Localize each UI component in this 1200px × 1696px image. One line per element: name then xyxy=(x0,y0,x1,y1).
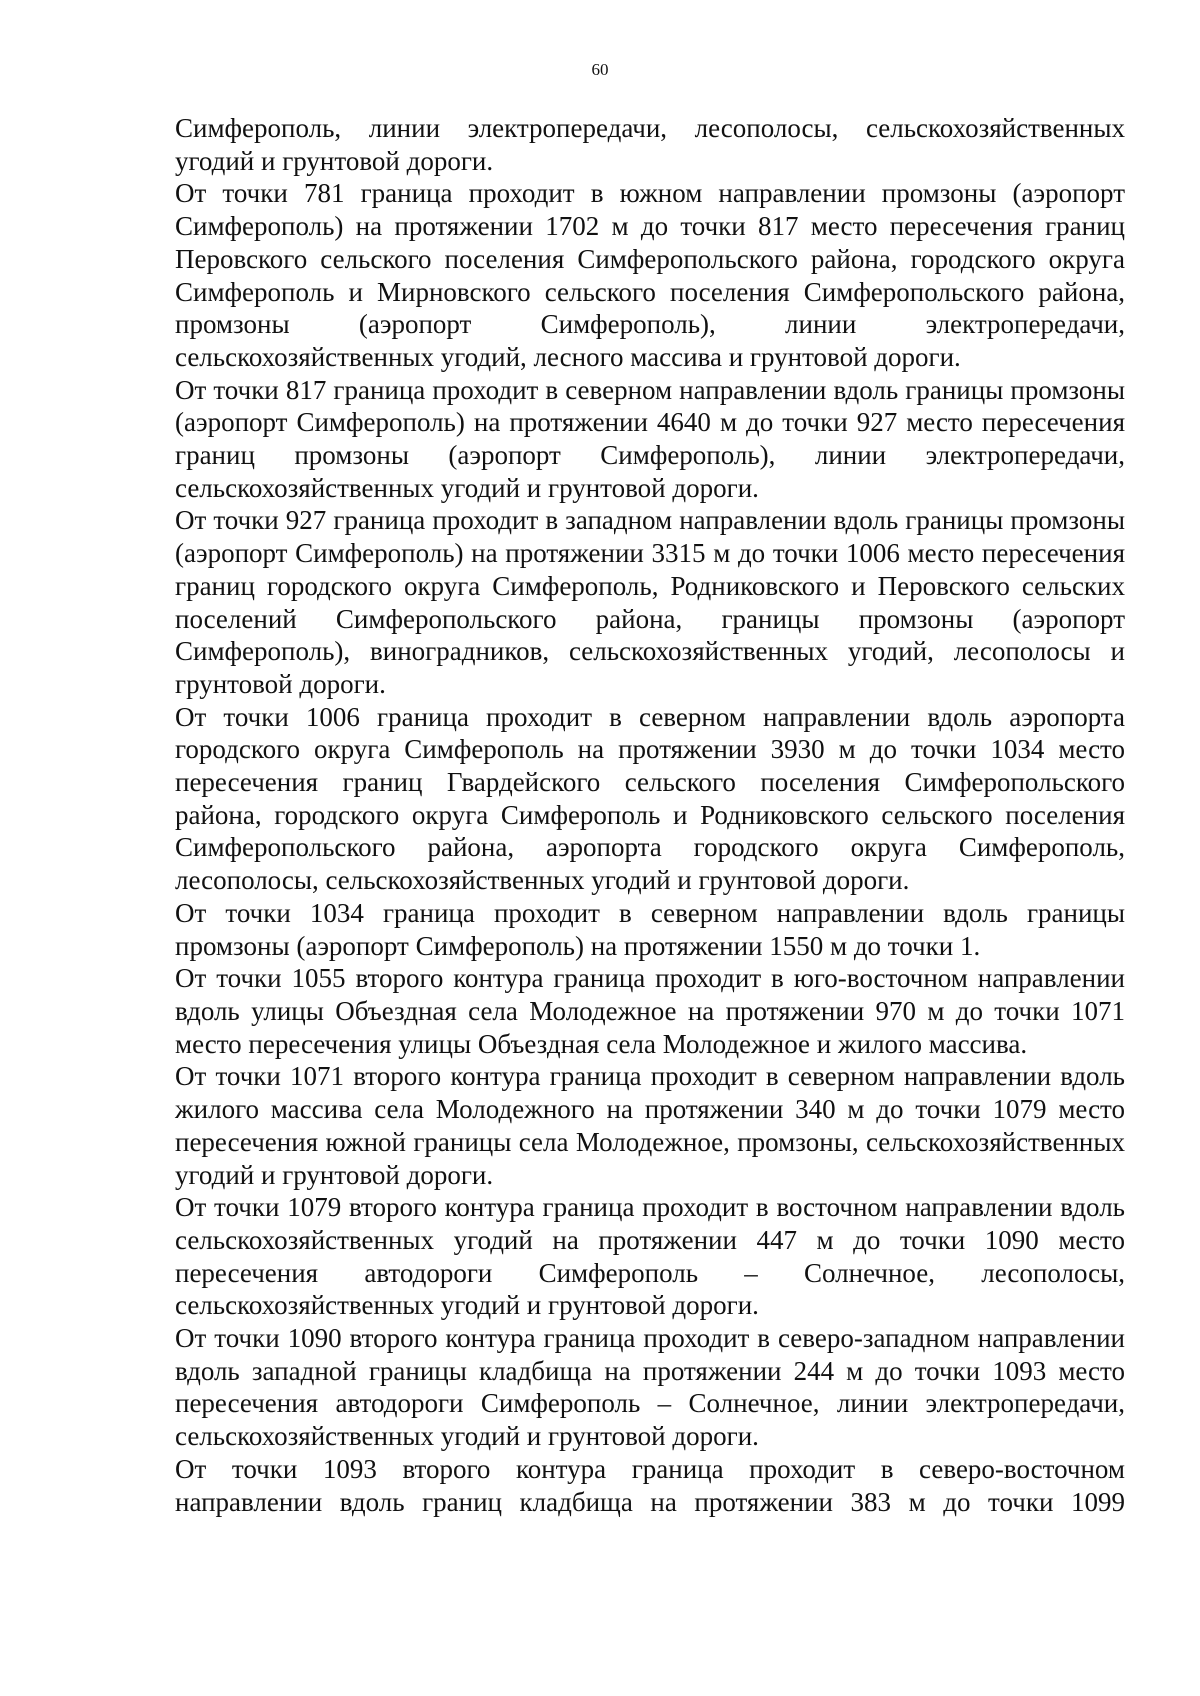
paragraph-point-781: От точки 781 граница проходит в южном направлении промзоны (аэропорт Симферополь) на протяжении 1702 м до точки 817 место пересечения границ Перовского сельского поселения Симферопольского района, городского округа Симферополь и Мирновского сельского поселения Симферопольского района, промзоны (аэропорт Симферополь), линии электропередачи, сельскохозяйственных угодий, лесного массива и грунтовой дороги. xyxy=(175,178,1125,372)
page-number: 60 xyxy=(591,60,609,79)
paragraph-continuation: Симферополь, линии электропередачи, лесополосы, сельскохозяйственных угодий и грунтовой дороги. xyxy=(175,113,1125,176)
paragraph-point-1055: От точки 1055 второго контура граница проходит в юго-восточном направлении вдоль улицы Объездная села Молодежное на протяжении 970 м до точки 1071 место пересечения улицы Объездная села Молодежное и жилого массива. xyxy=(175,963,1125,1059)
paragraph-point-1093: От точки 1093 второго контура граница проходит в северо-восточном направлении вдоль границ кладбища на протяжении 383 м до точки 1099 xyxy=(175,1453,1125,1517)
document-body xyxy=(175,112,1125,1518)
paragraph-point-1090: От точки 1090 второго контура граница проходит в северо-западном направлении вдоль западной границы кладбища на протяжении 244 м до точки 1093 место пересечения автодороги Симферополь – Солнечное, линии электропередачи, сельскохозяйственных угодий и грунтовой дороги. xyxy=(175,1323,1125,1452)
paragraph-point-1079: От точки 1079 второго контура граница проходит в восточном направлении вдоль сельскохозяйственных угодий на протяжении 447 м до точки 1090 место пересечения автодороги Симферополь – Солнечное, лесополосы, сельскохозяйственных угодий и грунтовой дороги. xyxy=(175,1192,1125,1321)
paragraph-point-1071: От точки 1071 второго контура граница проходит в северном направлении вдоль жилого массива села Молодежного на протяжении 340 м до точки 1079 место пересечения южной границы села Молодежное, промзоны, сельскохозяйственных угодий и грунтовой дороги. xyxy=(175,1061,1125,1190)
paragraph-point-927: От точки 927 граница проходит в западном направлении вдоль границы промзоны (аэропорт Симферополь) на протяжении 3315 м до точки 1006 место пересечения границ городского округа Симферополь, Родниковского и Перовского сельских поселений Симферопольского района, границы промзоны (аэропорт Симферополь), виноградников, сельскохозяйственных угодий, лесополосы и грунтовой дороги. xyxy=(175,505,1125,699)
paragraph-point-1006: От точки 1006 граница проходит в северном направлении вдоль аэропорта городского округа Симферополь на протяжении 3930 м до точки 1034 место пересечения границ Гвардейского сельского поселения Симферопольского района, городского округа Симферополь и Родниковского сельского поселения Симферопольского района, аэропорта городского округа Симферополь, лесополосы, сельскохозяйственных угодий и грунтовой дороги. xyxy=(175,701,1125,896)
paragraph-point-1034: От точки 1034 граница проходит в северном направлении вдоль границы промзоны (аэропорт Симферополь) на протяжении 1550 м до точки 1. xyxy=(175,897,1125,961)
paragraph-point-817: От точки 817 граница проходит в северном направлении вдоль границы промзоны (аэропорт Симферополь) на протяжении 4640 м до точки 927 место пересечения границ промзоны (аэропорт Симферополь), линии электропередачи, сельскохозяйственных угодий и грунтовой дороги. xyxy=(175,374,1125,503)
